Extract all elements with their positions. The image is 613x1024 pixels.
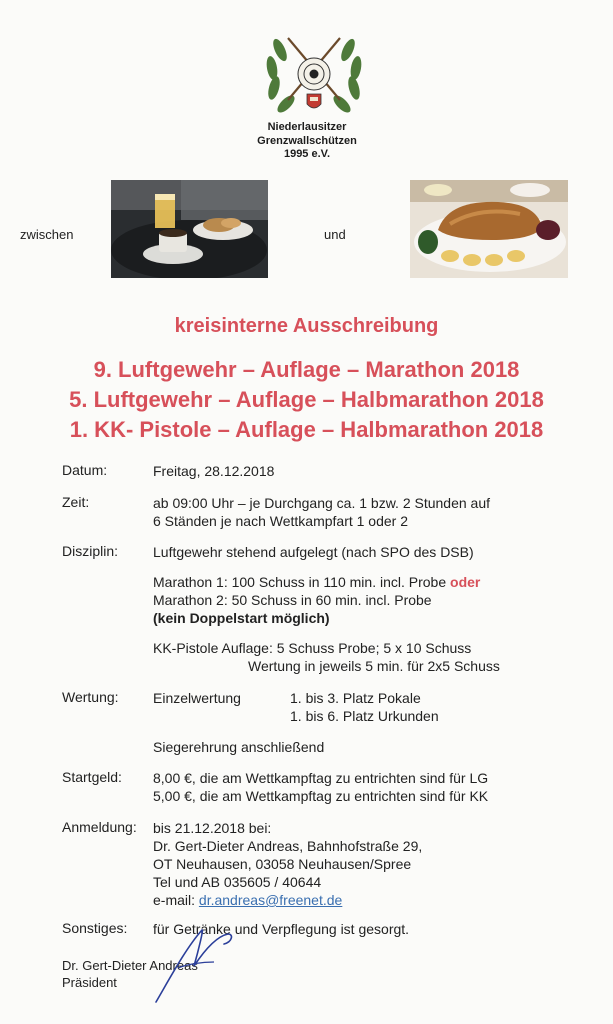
- club-name-line3: 1995 e.V.: [283, 148, 331, 160]
- registration-contact: Dr. Gert-Dieter Andreas, Bahnhofstraße 29,: [153, 838, 423, 854]
- marathon1-text: Marathon 1: 100 Schuss in 110 min. incl. Probe: [153, 574, 451, 590]
- places-trophies: 1. bis 3. Platz Pokale: [290, 690, 421, 706]
- discipline-line1: Luftgewehr stehend aufgelegt (nach SPO des DSB): [153, 544, 474, 560]
- roast-duck-photo: [410, 180, 568, 278]
- signatory-role: Präsident: [62, 975, 117, 990]
- fee-lg: 8,00 €, die am Wettkampftag zu entrichten sind für LG: [153, 770, 489, 786]
- date-value: Freitag, 28.12.2018: [153, 463, 275, 479]
- event-title-3: 1. KK- Pistole – Auflage – Halbmarathon 2018: [69, 417, 544, 442]
- kk-pistol-block: [153, 639, 500, 675]
- kk-line1: KK-Pistole Auflage: 5 Schuss Probe; 5 x 10 Schuss: [153, 640, 472, 656]
- club-name-line1: Niederlausitzer: [267, 121, 347, 133]
- time-line1: ab 09:00 Uhr – je Durchgang ca. 1 bzw. 2 Stunden auf: [153, 495, 491, 511]
- places-certificates: 1. bis 6. Platz Urkunden: [290, 708, 439, 724]
- registration-deadline: bis 21.12.2018 bei:: [153, 820, 272, 836]
- event-title-2: 5. Luftgewehr – Auflage – Halbmarathon 2018: [69, 387, 544, 412]
- kk-line2: Wertung in jeweils 5 min. für 2x5 Schuss: [248, 658, 500, 674]
- coffee-cake-photo: [111, 180, 268, 278]
- signature-icon: [148, 918, 248, 1004]
- email-link[interactable]: dr.andreas@freenet.de: [198, 892, 343, 908]
- date-label: Datum:: [62, 462, 108, 478]
- time-line2: 6 Ständen je nach Wettkampfart 1 oder 2: [153, 513, 409, 529]
- club-name-line2: Grenzwallschützen: [257, 134, 357, 147]
- oder-text: oder: [450, 574, 481, 590]
- fee-label: Startgeld:: [62, 769, 122, 785]
- between-label: zwischen: [20, 227, 74, 242]
- and-label: und: [324, 227, 346, 242]
- registration-value: [153, 819, 422, 909]
- scoring-places: [290, 689, 439, 725]
- marathon-block: [153, 573, 480, 627]
- registration-phone: Tel und AB 035605 / 40644: [153, 874, 322, 890]
- email-prefix: e-mail:: [153, 892, 199, 908]
- registration-email-line: [153, 891, 422, 909]
- time-label: Zeit:: [62, 494, 90, 510]
- signatory-name: Dr. Gert-Dieter Andreas: [62, 958, 198, 973]
- marathon1-line: [153, 573, 480, 591]
- announcement-heading: kreisinterne Ausschreibung: [174, 315, 439, 337]
- misc-value: für Getränke und Verpflegung ist gesorgt.: [153, 921, 410, 937]
- discipline-label: Disziplin:: [62, 543, 119, 559]
- fee-value: [153, 769, 488, 805]
- club-emblem-icon: [258, 28, 370, 120]
- event-title-1: 9. Luftgewehr – Auflage – Marathon 2018: [93, 357, 520, 382]
- fee-kk: 5,00 €, die am Wettkampftag zu entrichten sind für KK: [153, 788, 489, 804]
- scoring-value: Einzelwertung: [153, 690, 241, 706]
- club-name: [200, 121, 414, 162]
- scoring-label: Wertung:: [62, 689, 119, 705]
- time-value: [153, 494, 490, 530]
- marathon2-line: Marathon 2: 50 Schuss in 60 min. incl. Probe: [153, 592, 432, 608]
- award-ceremony: Siegerehrung anschließend: [153, 739, 325, 755]
- registration-address: OT Neuhausen, 03058 Neuhausen/Spree: [153, 856, 412, 872]
- no-double-start-note: (kein Doppelstart möglich): [153, 610, 330, 626]
- misc-label: Sonstiges:: [62, 920, 128, 936]
- registration-label: Anmeldung:: [62, 819, 137, 835]
